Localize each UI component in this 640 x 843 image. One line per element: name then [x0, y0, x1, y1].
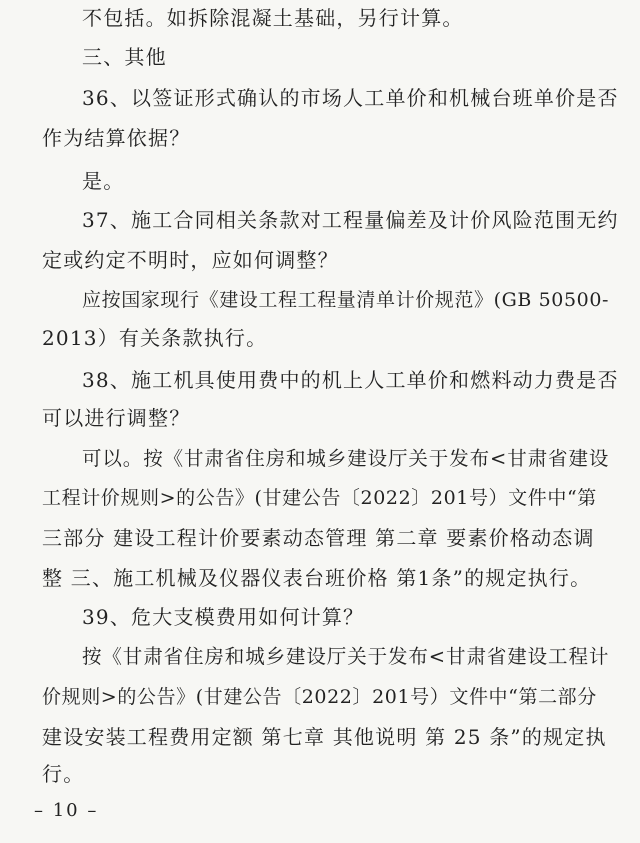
- answer-36: 是。: [82, 169, 125, 193]
- text-line: 三部分 建设工程计价要素动态管理 第二章 要素价格动态调: [42, 526, 595, 550]
- text-line: 定或约定不明时，应如何调整？: [42, 248, 339, 272]
- text-line: 工程计价规则>的公告》(甘建公告〔2022〕201号）文件中“第: [42, 487, 597, 509]
- text-line: 作为结算依据？: [42, 126, 191, 150]
- question-38: 38、施工机具使用费中的机上人工单价和燃料动力费是否: [82, 368, 619, 392]
- question-39: 39、危大支模费用如何计算？: [82, 605, 365, 629]
- question-36: 36、以签证形式确认的市场人工单价和机械台班单价是否: [82, 86, 619, 110]
- text-line: 建设安装工程费用定额 第七章 其他说明 第 25 条”的规定执: [42, 725, 607, 749]
- text-line: 2013）有关条款执行。: [42, 326, 268, 350]
- answer-37: 应按国家现行《建设工程工程量清单计价规范》(GB 50500-: [82, 289, 610, 311]
- answer-39: 按《甘肃省住房和城乡建设厅关于发布<甘肃省建设工程计: [82, 645, 610, 668]
- section-heading: 三、其他: [82, 45, 167, 69]
- answer-38: 可以。按《甘肃省住房和城乡建设厅关于发布<甘肃省建设: [82, 447, 610, 470]
- question-37: 37、施工合同相关条款对工程量偏差及计价风险范围无约: [82, 208, 619, 232]
- text-line: 整 三、施工机械及仪器仪表台班价格 第1条”的规定执行。: [42, 566, 592, 590]
- text-line: 不包括。如拆除混凝土基础，另行计算。: [82, 6, 464, 30]
- text-line: 行。: [42, 762, 85, 786]
- text-line: 价规则>的公告》(甘建公告〔2022〕201号）文件中“第二部分: [42, 686, 597, 708]
- text-line: 可以进行调整？: [42, 406, 191, 430]
- page-number: – 10 –: [34, 800, 99, 821]
